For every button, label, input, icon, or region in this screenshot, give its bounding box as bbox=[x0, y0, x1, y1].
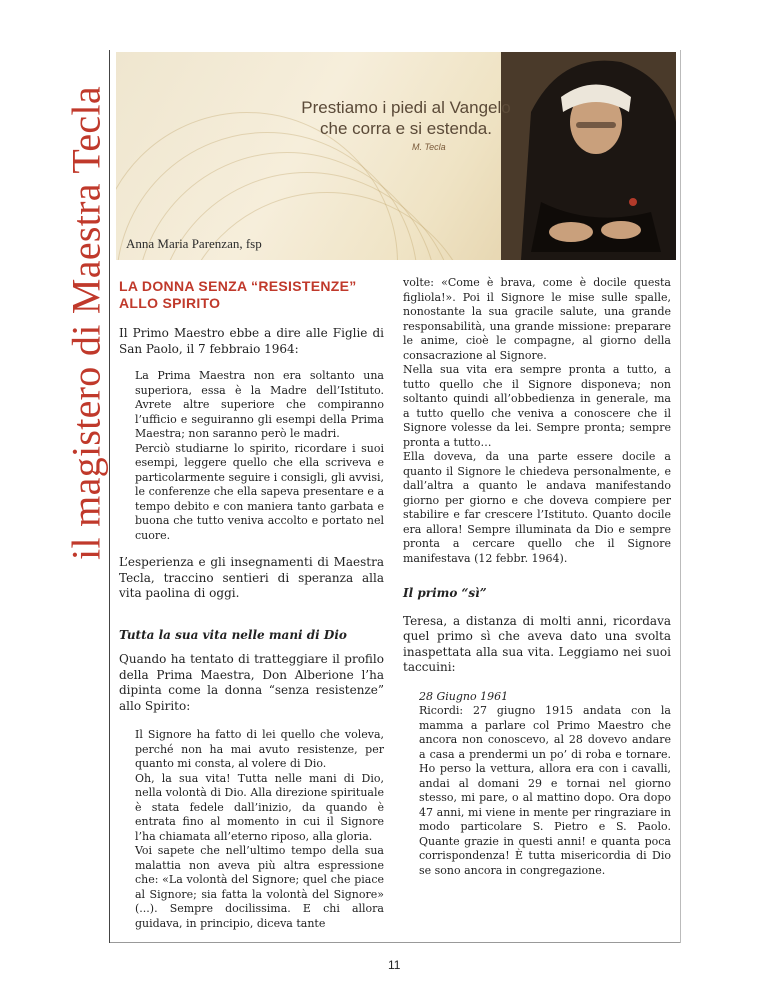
article-author: Anna Maria Parenzan, fsp bbox=[126, 236, 262, 251]
quote2-para-3: Voi sapete che nell’ultimo tempo della sua malattia non aveva più altra espressione che: «La volontà del Signore; quel che piace al Signore; sia fatta la volontà del Signore» (...). Sempre docilissima. E chi allora guidava, in principio, diceva tante bbox=[135, 844, 384, 930]
subheading-1: Tutta la sua vita nelle mani di Dio bbox=[119, 627, 347, 642]
quote2-para-1: Il Signore ha fatto di lei quello che voleva, perché non ha mai avuto resistenze, per quanto mi consta, al volere di Dio. bbox=[135, 728, 384, 770]
vertical-rule bbox=[109, 50, 110, 943]
heading-line-1: LA DONNA SENZA “RESISTENZE” bbox=[119, 278, 357, 294]
right-para-2: Nella sua vita era sempre pronta a tutto, a tutto quello che il Signore disponeva; non soltanto quindi all’obbedienza in generale, ma a tutto quello che veniva a conoscere che il Signore volesse da lei. Sempre pronta; sempre pronta a tutto… bbox=[403, 363, 671, 449]
magazine-vertical-title bbox=[62, 58, 110, 588]
diary-date: 28 Giugno 1961 bbox=[419, 689, 509, 703]
quote-author: M. Tecla bbox=[412, 142, 446, 152]
subheading-2: Il primo “sì” bbox=[403, 586, 487, 600]
right-para-3: Ella doveva, da una parte essere docile a quanto il Signore le chiedeva personalmente, e dall’altra a quanto le andava manifestando giorno per giorno e che doveva compiere per stabilire e far crescere l’Istituto. Quanto docile era allora! Sempre illuminata da Dio e sempre pronta a cercare quello che il Signore manifestava (12 febbr. 1964). bbox=[403, 450, 671, 565]
banner-quote bbox=[286, 97, 526, 139]
quote1-para-2: Perciò studiarne lo spirito, ricordare i suoi esempi, leggere quello che ella scriveva e particolarmente seguire i consigli, gli avvisi, le conferenze che ella sapeva presentare e a tempo debito e con maniera tanto garbata e buona che tutto veniva accolto e portato nel cuore. bbox=[135, 441, 384, 542]
left-column bbox=[119, 278, 384, 931]
page-number: 11 bbox=[388, 958, 401, 972]
diary-block bbox=[419, 690, 671, 879]
quote-line-1: Prestiamo i piedi al Vangelo bbox=[301, 98, 511, 117]
article-heading bbox=[119, 278, 384, 312]
heading-line-2: ALLO SPIRITO bbox=[119, 295, 221, 311]
quote2-para-2: Oh, la sua vita! Tutta nelle mani di Dio, nella volontà di Dio. Alla direzione spirituale è stata fedele dall’inizio, da quando è entrata fino al momento in cui il Signore l’ha chiamata all’eterno riposo, alla gloria. bbox=[135, 771, 384, 843]
intro-paragraph: Il Primo Maestro ebbe a dire alle Figlie di San Paolo, il 7 febbraio 1964: bbox=[119, 326, 384, 356]
right-column bbox=[403, 276, 671, 878]
header-banner bbox=[116, 52, 676, 260]
bottom-rule bbox=[110, 942, 680, 943]
quote1-para-1: La Prima Maestra non era soltanto una superiora, essa è la Madre dell’Istituto. Avrete altre superiore che compiranno l’ufficio e seguiranno gli esempi della Prima Maestra; non saranno però le madri. bbox=[135, 369, 384, 440]
quote-block-2-continued bbox=[403, 276, 671, 566]
diary-text: Ricordi: 27 giugno 1915 andata con la mamma a parlare col Primo Maestro che ancora non conoscevo, al 28 dovevo andare a casa a prendermi un po’ di roba e tornare. Ho perso la vettura, allora era con i cavalli, andai al domani 29 e tornai nel giorno stesso, mi pare, o al mattino dopo. Ora dopo 47 anni, mi viene in mente per ringraziare in modo particolare S. Pietro e S. Paolo. Quante grazie in questi anni! e quanta poca corrispondenza! È tutta misericordia di Dio se sono ancora in congregazione. bbox=[419, 704, 671, 877]
quote-block-2 bbox=[135, 728, 384, 931]
nun-portrait-image bbox=[501, 52, 676, 260]
body-paragraph-4: Teresa, a distanza di molti anni, ricordava quel primo sì che aveva dato una svolta inaspettata alla sua vita. Leggiamo nei suoi taccuini: bbox=[403, 613, 671, 674]
quote-line-2: che corra e si estenda. bbox=[320, 119, 492, 138]
quote-block-1 bbox=[135, 369, 384, 543]
right-rule bbox=[680, 50, 681, 943]
body-paragraph-3: Quando ha tentato di tratteggiare il profilo della Prima Maestra, Don Alberione l’ha dipinta come la donna “senza resistenze” allo Spirito: bbox=[119, 652, 384, 713]
right-para-1: volte: «Come è brava, come è docile questa figliola!». Poi il Signore le mise sulle spalle, nonostante la sua gracile salute, una grande responsabilità, una grande missione: preparare le anime, cioè le compagne, al giorno della consacrazione al Signore. bbox=[403, 276, 671, 362]
vertical-title-text: il magistero di Maestra Tecla bbox=[63, 86, 109, 560]
body-paragraph-2: L’esperienza e gli insegnamenti di Maestra Tecla, traccino sentieri di speranza alla vita paolina di oggi. bbox=[119, 555, 384, 600]
